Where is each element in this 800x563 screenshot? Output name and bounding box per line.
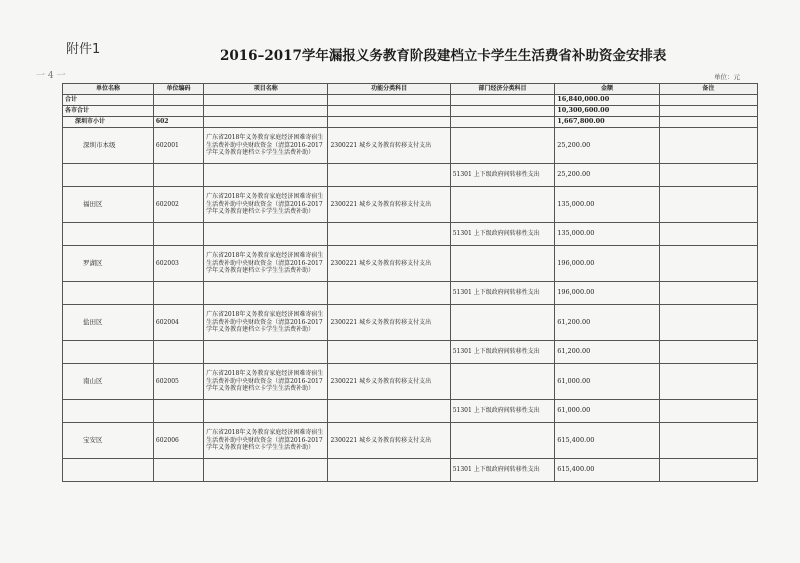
empty-cell: [204, 95, 328, 106]
empty-cell: [659, 341, 757, 364]
project-name: 广东省2018年义务教育家庭经济困难寄宿生生活费补助中央财政资金（清算2016-2017学年义务教育建档立卡学生生活费补助）: [204, 128, 328, 164]
row-name: 深圳市小计: [63, 117, 154, 128]
empty-cell: [450, 246, 555, 282]
unit-code: 602005: [153, 364, 203, 400]
unit-amount: 61,000.00: [555, 364, 660, 400]
econ-subject: 51301 上下级政府间转移性支出: [450, 400, 555, 423]
unit-name: 罗湖区: [63, 246, 154, 282]
empty-cell: [328, 282, 450, 305]
empty-cell: [450, 305, 555, 341]
empty-cell: [659, 95, 757, 106]
econ-amount: 61,200.00: [555, 341, 660, 364]
empty-cell: [450, 128, 555, 164]
empty-cell: [659, 164, 757, 187]
empty-cell: [450, 423, 555, 459]
econ-amount: 196,000.00: [555, 282, 660, 305]
econ-detail-row: [63, 459, 758, 482]
empty-cell: [204, 400, 328, 423]
empty-cell: [153, 400, 203, 423]
empty-cell: [63, 459, 154, 482]
unit-amount: 25,200.00: [555, 128, 660, 164]
project-name: 广东省2018年义务教育家庭经济困难寄宿生生活费补助中央财政资金（清算2016-2017学年义务教育建档立卡学生生活费补助）: [204, 364, 328, 400]
empty-cell: [204, 223, 328, 246]
unit-amount: 196,000.00: [555, 246, 660, 282]
empty-cell: [659, 364, 757, 400]
unit-name: 福田区: [63, 187, 154, 223]
row-code: 602: [153, 117, 203, 128]
unit-row: [63, 128, 758, 164]
econ-amount: 61,000.00: [555, 400, 660, 423]
econ-detail-row: [63, 341, 758, 364]
empty-cell: [659, 282, 757, 305]
unit-name: 宝安区: [63, 423, 154, 459]
empty-cell: [659, 246, 757, 282]
econ-amount: 615,400.00: [555, 459, 660, 482]
empty-cell: [204, 117, 328, 128]
empty-cell: [328, 223, 450, 246]
unit-row: [63, 246, 758, 282]
unit-code: 602006: [153, 423, 203, 459]
page-number-mark: 一 4 一: [36, 71, 66, 81]
unit-row: [63, 364, 758, 400]
column-header: 项目名称: [204, 84, 328, 95]
unit-name: 盐田区: [63, 305, 154, 341]
empty-cell: [450, 187, 555, 223]
econ-subject: 51301 上下级政府间转移性支出: [450, 164, 555, 187]
empty-cell: [450, 364, 555, 400]
empty-cell: [450, 117, 555, 128]
column-header: 功能分类科目: [328, 84, 450, 95]
empty-cell: [659, 117, 757, 128]
empty-cell: [328, 106, 450, 117]
project-name: 广东省2018年义务教育家庭经济困难寄宿生生活费补助中央财政资金（清算2016-2017学年义务教育建档立卡学生生活费补助）: [204, 246, 328, 282]
empty-cell: [204, 282, 328, 305]
empty-cell: [153, 164, 203, 187]
empty-cell: [153, 223, 203, 246]
row-amount: 1,667,800.00: [555, 117, 660, 128]
function-subject: 2300221 城乡义务教育转移支付支出: [328, 128, 450, 164]
empty-cell: [204, 341, 328, 364]
empty-cell: [450, 106, 555, 117]
unit-amount: 61,200.00: [555, 305, 660, 341]
econ-subject: 51301 上下级政府间转移性支出: [450, 223, 555, 246]
econ-detail-row: [63, 164, 758, 187]
econ-detail-row: [63, 400, 758, 423]
empty-cell: [153, 282, 203, 305]
unit-code: 602001: [153, 128, 203, 164]
page-title: 2016–2017学年漏报义务教育阶段建档立卡学生生活费省补助资金安排表: [220, 48, 667, 64]
empty-cell: [328, 117, 450, 128]
total-row: [63, 95, 758, 106]
city-total-row: [63, 106, 758, 117]
unit-row: [63, 305, 758, 341]
empty-cell: [328, 459, 450, 482]
empty-cell: [204, 164, 328, 187]
empty-cell: [63, 341, 154, 364]
empty-cell: [659, 459, 757, 482]
project-name: 广东省2018年义务教育家庭经济困难寄宿生生活费补助中央财政资金（清算2016-2017学年义务教育建档立卡学生生活费补助）: [204, 423, 328, 459]
allocation-table: [62, 83, 758, 482]
table-header-row: [63, 84, 758, 95]
empty-cell: [659, 423, 757, 459]
column-header: 部门经济分类科目: [450, 84, 555, 95]
row-code: [153, 106, 203, 117]
unit-name: 深圳市本级: [63, 128, 154, 164]
unit-label: 单位：元: [714, 73, 740, 81]
row-code: [153, 95, 203, 106]
empty-cell: [153, 341, 203, 364]
empty-cell: [63, 164, 154, 187]
unit-row: [63, 423, 758, 459]
column-header: 单位名称: [63, 84, 154, 95]
unit-code: 602003: [153, 246, 203, 282]
empty-cell: [328, 341, 450, 364]
function-subject: 2300221 城乡义务教育转移支付支出: [328, 364, 450, 400]
econ-amount: 135,000.00: [555, 223, 660, 246]
empty-cell: [659, 128, 757, 164]
econ-subject: 51301 上下级政府间转移性支出: [450, 341, 555, 364]
empty-cell: [659, 305, 757, 341]
empty-cell: [659, 400, 757, 423]
unit-code: 602002: [153, 187, 203, 223]
econ-amount: 25,200.00: [555, 164, 660, 187]
empty-cell: [63, 223, 154, 246]
empty-cell: [204, 459, 328, 482]
column-header: 金额: [555, 84, 660, 95]
empty-cell: [204, 106, 328, 117]
unit-name: 南山区: [63, 364, 154, 400]
function-subject: 2300221 城乡义务教育转移支付支出: [328, 246, 450, 282]
function-subject: 2300221 城乡义务教育转移支付支出: [328, 187, 450, 223]
unit-amount: 135,000.00: [555, 187, 660, 223]
empty-cell: [153, 459, 203, 482]
econ-subject: 51301 上下级政府间转移性支出: [450, 459, 555, 482]
column-header: 备注: [659, 84, 757, 95]
empty-cell: [63, 282, 154, 305]
row-name: 各市合计: [63, 106, 154, 117]
empty-cell: [63, 400, 154, 423]
shenzhen-subtotal-row: [63, 117, 758, 128]
empty-cell: [328, 95, 450, 106]
empty-cell: [328, 164, 450, 187]
row-name: 合计: [63, 95, 154, 106]
empty-cell: [328, 400, 450, 423]
empty-cell: [659, 187, 757, 223]
unit-amount: 615,400.00: [555, 423, 660, 459]
unit-row: [63, 187, 758, 223]
empty-cell: [659, 106, 757, 117]
column-header: 单位编码: [153, 84, 203, 95]
row-amount: 10,300,600.00: [555, 106, 660, 117]
econ-detail-row: [63, 223, 758, 246]
econ-detail-row: [63, 282, 758, 305]
project-name: 广东省2018年义务教育家庭经济困难寄宿生生活费补助中央财政资金（清算2016-2017学年义务教育建档立卡学生生活费补助）: [204, 305, 328, 341]
row-amount: 16,840,000.00: [555, 95, 660, 106]
attachment-label: 附件1: [66, 42, 101, 57]
project-name: 广东省2018年义务教育家庭经济困难寄宿生生活费补助中央财政资金（清算2016-2017学年义务教育建档立卡学生生活费补助）: [204, 187, 328, 223]
econ-subject: 51301 上下级政府间转移性支出: [450, 282, 555, 305]
empty-cell: [450, 95, 555, 106]
empty-cell: [659, 223, 757, 246]
unit-code: 602004: [153, 305, 203, 341]
function-subject: 2300221 城乡义务教育转移支付支出: [328, 423, 450, 459]
function-subject: 2300221 城乡义务教育转移支付支出: [328, 305, 450, 341]
